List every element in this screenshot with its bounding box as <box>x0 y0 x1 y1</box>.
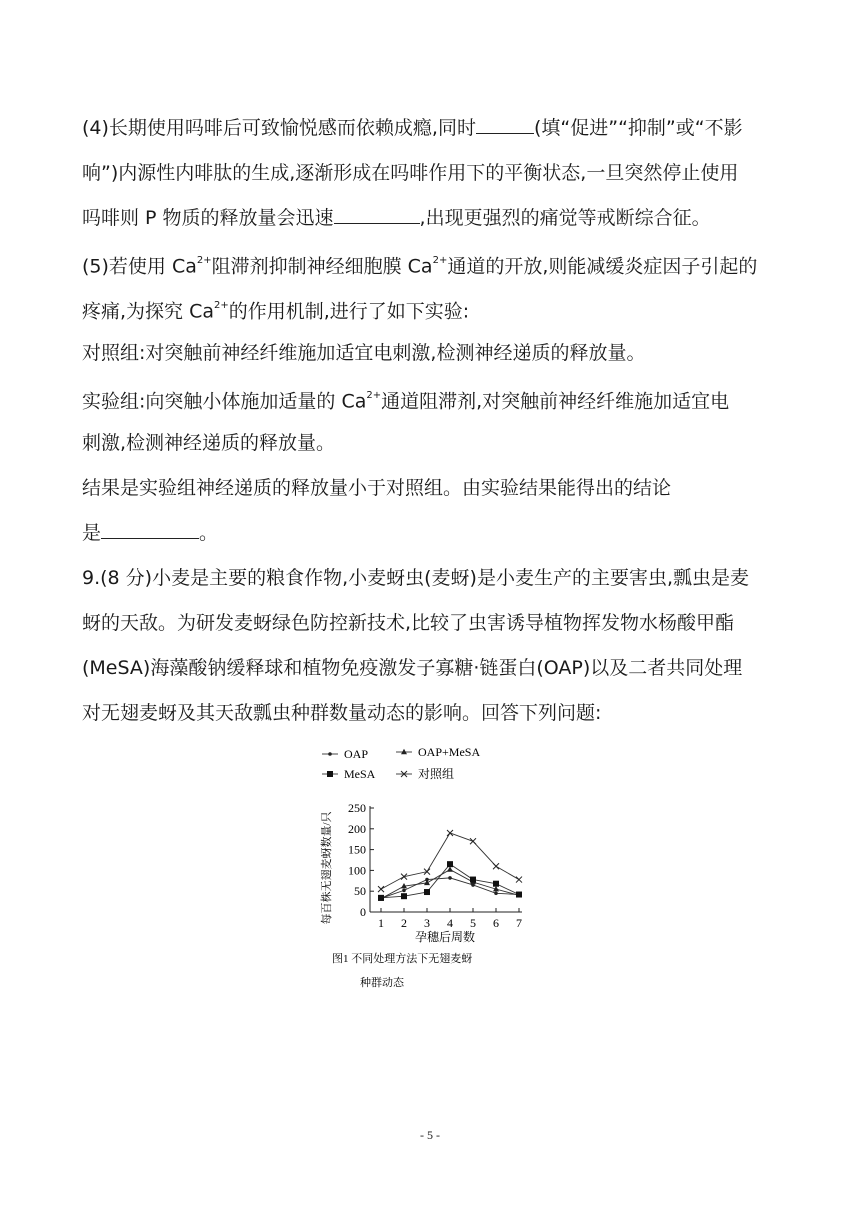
experiment-line-1 <box>82 385 729 414</box>
result-text: 结果是实验组神经递质的释放量小于对照组。由实验结果能得出的结论 <box>82 477 672 499</box>
data-point <box>424 889 430 895</box>
data-point <box>470 838 476 844</box>
x-tick-label: 1 <box>378 916 384 930</box>
answer-blank <box>101 520 199 539</box>
y-axis-label: 每百株无翅麦蚜数量/只 <box>321 811 333 925</box>
y-tick-label: 50 <box>354 884 366 899</box>
text: 实验组:向突触小体施加适量的 Ca <box>82 390 367 413</box>
legend-marker <box>327 771 333 777</box>
text: (5)若使用 Ca <box>82 255 197 278</box>
x-tick-label: 2 <box>401 916 407 930</box>
q9-line-1: 9.(8 分)小麦是主要的粮食作物,小麦蚜虫(麦蚜)是小麦生产的主要害虫,瓢虫是麦 <box>82 567 749 589</box>
legend-label: 对照组 <box>418 767 455 781</box>
experiment-line-2: 刺激,检测神经递质的释放量。 <box>82 432 336 454</box>
x-tick-label: 5 <box>470 916 476 930</box>
text: 疼痛,为探究 Ca <box>82 300 214 323</box>
page-number: - 5 - <box>420 1128 440 1142</box>
superscript: 2+ <box>432 255 448 266</box>
data-point <box>448 876 452 880</box>
chart-legend <box>322 745 480 781</box>
superscript: 2+ <box>196 255 212 266</box>
x-tick-label: 4 <box>447 916 453 930</box>
data-point <box>470 877 476 883</box>
control-group-text: 对照组:对突触前神经纤维施加适宜电刺激,检测神经递质的释放量。 <box>82 342 646 364</box>
text: ,出现更强烈的痛觉等戒断综合征。 <box>419 207 711 229</box>
y-tick-label: 200 <box>348 821 366 836</box>
q9-line-3: (MeSA)海藻酸钠缓释球和植物免疫激发子寡糖·链蛋白(OAP)以及二者共同处理 <box>82 657 743 679</box>
q9-line-2: 蚜的天敌。为研发麦蚜绿色防控新技术,比较了虫害诱导植物挥发物水杨酸甲酯 <box>82 612 735 634</box>
q5-line-2 <box>82 295 469 324</box>
y-tick-label: 0 <box>360 905 366 919</box>
chart-plot-area <box>378 830 522 901</box>
text: (4)长期使用吗啡后可致愉悦感而依赖成瘾,同时 <box>82 117 476 139</box>
text: 。 <box>199 522 219 544</box>
x-tick-label: 7 <box>516 916 522 930</box>
superscript: 2+ <box>214 300 229 311</box>
answer-blank <box>476 115 534 134</box>
text: 通道阻滞剂,对突触前神经纤维施加适宜电 <box>381 390 730 413</box>
legend-label: OAP+MeSA <box>418 745 481 759</box>
q4-line-1 <box>82 115 743 141</box>
legend-marker <box>401 749 407 754</box>
x-axis-label: 孕穗后周数 <box>414 930 476 944</box>
data-point <box>402 889 406 893</box>
series-line <box>381 833 519 889</box>
q4-line-2: 响”)内源性内啡肽的生成,逐渐形成在吗啡作用下的平衡状态,一旦突然停止使用 <box>82 162 739 184</box>
data-point <box>378 886 384 892</box>
data-point <box>493 863 499 869</box>
legend-marker <box>328 752 332 756</box>
text: 通道的开放,则能减缓炎症因子引起的 <box>447 255 758 278</box>
aphid-population-chart <box>310 740 550 1000</box>
q5-line-1 <box>82 250 757 279</box>
data-point <box>401 893 407 899</box>
data-point <box>516 892 522 898</box>
superscript: 2+ <box>366 390 382 401</box>
data-point <box>494 891 498 895</box>
text: 吗啡则 P 物质的释放量会迅速 <box>82 207 334 229</box>
data-point <box>378 895 384 901</box>
figure-caption-line-1: 图1 不同处理方法下无翅麦蚜 <box>332 953 473 965</box>
x-tick-label: 3 <box>424 916 430 930</box>
answer-blank <box>334 205 420 224</box>
legend-label: OAP <box>344 747 369 761</box>
x-tick-label: 6 <box>493 916 499 930</box>
data-point <box>516 877 522 883</box>
q4-line-3 <box>82 205 711 231</box>
data-point <box>493 881 499 887</box>
legend-label: MeSA <box>344 767 376 781</box>
text: 是 <box>82 522 102 544</box>
text: 的作用机制,进行了如下实验: <box>228 300 470 323</box>
y-tick-label: 250 <box>348 801 366 815</box>
y-tick-label: 100 <box>348 863 366 878</box>
figure-caption-line-2: 种群动态 <box>360 977 404 989</box>
text: 阻滞剂抑制神经细胞膜 Ca <box>211 255 433 278</box>
data-point <box>447 861 453 867</box>
q9-line-4: 对无翅麦蚜及其天敌瓢虫种群数量动态的影响。回答下列问题: <box>82 702 602 724</box>
text: (填“促进”“抑制”或“不影 <box>533 117 743 139</box>
data-point <box>447 830 453 836</box>
conclusion-line <box>82 520 218 546</box>
y-tick-label: 150 <box>348 842 366 857</box>
